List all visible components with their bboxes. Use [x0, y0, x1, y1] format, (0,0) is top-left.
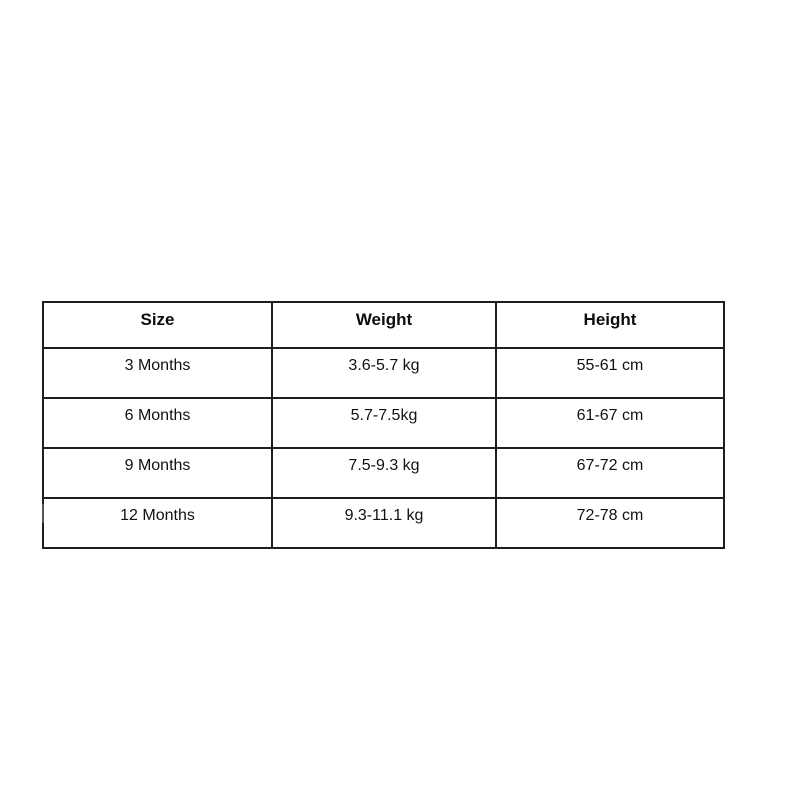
table-row	[43, 348, 724, 398]
cell-size-6-months[interactable]: 6 Months	[43, 398, 272, 448]
cell-size-12-months[interactable]: 12 Months	[43, 498, 272, 548]
cell-weight-6-months[interactable]: 5.7-7.5kg	[272, 398, 496, 448]
table-row	[43, 398, 724, 448]
table-row	[43, 498, 724, 548]
column-header-height[interactable]: Height	[496, 302, 724, 348]
column-header-size[interactable]: Size	[43, 302, 272, 348]
cell-weight-12-months[interactable]: 9.3-11.1 kg	[272, 498, 496, 548]
cell-height-9-months[interactable]: 67-72 cm	[496, 448, 724, 498]
cell-weight-9-months[interactable]: 7.5-9.3 kg	[272, 448, 496, 498]
cell-weight-3-months[interactable]: 3.6-5.7 kg	[272, 348, 496, 398]
cell-height-3-months[interactable]: 55-61 cm	[496, 348, 724, 398]
table-header-row	[43, 302, 724, 348]
size-chart-table	[42, 301, 725, 549]
cell-height-6-months[interactable]: 61-67 cm	[496, 398, 724, 448]
text-caret	[42, 504, 44, 523]
cell-size-3-months[interactable]: 3 Months	[43, 348, 272, 398]
cell-size-9-months[interactable]: 9 Months	[43, 448, 272, 498]
column-header-weight[interactable]: Weight	[272, 302, 496, 348]
table-row	[43, 448, 724, 498]
cell-height-12-months[interactable]: 72-78 cm	[496, 498, 724, 548]
